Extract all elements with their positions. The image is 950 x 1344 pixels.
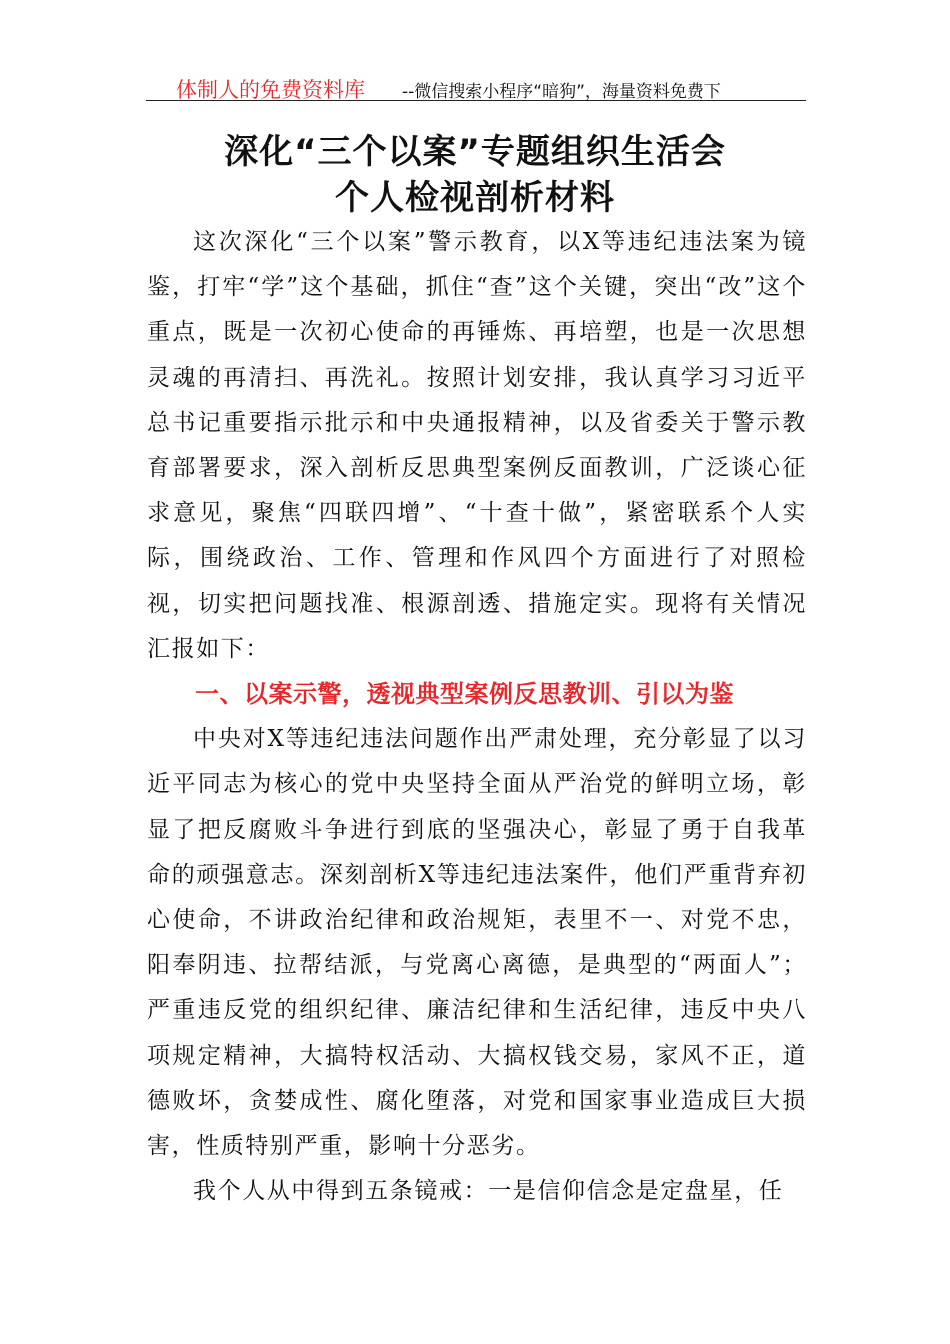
body-paragraph-case-analysis: 中央对X等违纪违法问题作出严肃处理，充分彰显了以习近平同志为核心的党中央坚持全面从严治党的鲜明立场，彰显了把反腐败斗争进行到底的坚强决心，彰显了勇于自我革命的顽强意志。深刻剖析X等违纪违法案件，他们严重背弃初心使命，不讲政治纪律和政治规矩，表里不一、对党不忠，阳奉阴违、拉帮结派，与党离心离德，是典型的“两面人”；严重违反党的组织纪律、廉洁纪律和生活纪律，违反中央八项规定精神，大搞特权活动、大搞权钱交易，家风不正，道德败坏，贪婪成性、腐化堕落，对党和国家事业造成巨大损害，性质特别严重，影响十分恶劣。 [147,726,807,1160]
header-tagline: --微信搜索小程序“暗狗”，海量资料免费下 [402,82,721,101]
section-heading-1: 一、以案示警，透视典型案例反思教训、引以为鉴 [195,680,734,709]
body-paragraph-lessons: 我个人从中得到五条镜戒：一是信仰信念是定盘星，任 [193,1178,784,1205]
page-header [146,70,806,101]
header-brand: 体制人的免费资料库 [176,78,365,101]
document-title-line2: 个人检视剖析材料 [335,178,615,218]
body-paragraph-intro: 这次深化“三个以案”警示教育，以X等违纪违法案为镜鉴，打牢“学”这个基础，抓住“查”这个关键，突出“改”这个重点，既是一次初心使命的再锤炼、再培塑，也是一次思想灵魂的再清扫、再洗礼。按照计划安排，我认真学习习近平总书记重要指示批示和中央通报精神，以及省委关于警示教育部署要求，深入剖析反思典型案例反面教训，广泛谈心征求意见，聚焦“四联四增”、“十查十做”，紧密联系个人实际，围绕政治、工作、管理和作风四个方面进行了对照检视，切实把问题找准、根源剖透、措施定实。现将有关情况汇报如下： [147,229,807,662]
document-body [147,220,807,1214]
document-title-line1: 深化“三个以案”专题组织生活会 [224,132,726,172]
